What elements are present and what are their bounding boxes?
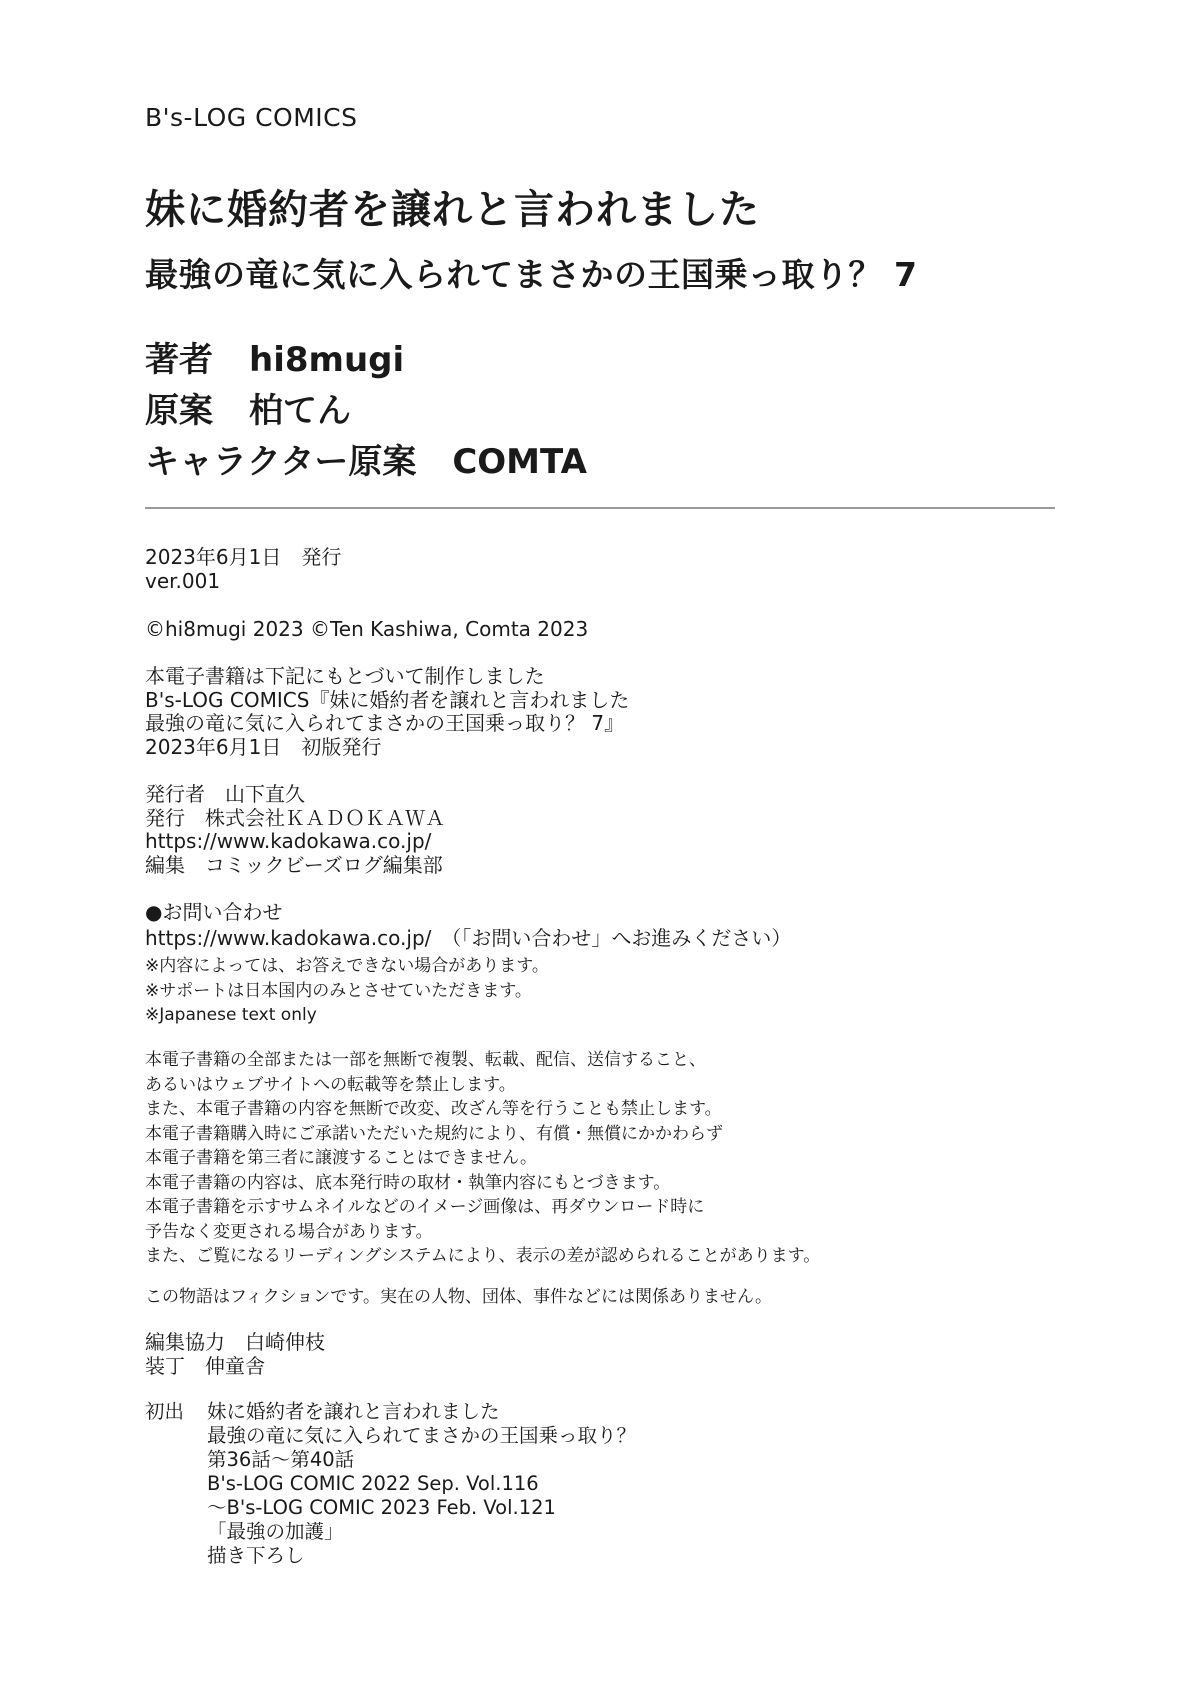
label-name: B's-LOG COMICS xyxy=(145,103,358,132)
legal-line: また、ご覧になるリーディングシステムにより、表示の差が認められることがあります。 xyxy=(145,1246,821,1266)
first-run-line: B's-LOG COMIC 2022 Sep. Vol.116 xyxy=(207,1472,539,1495)
legal-line: 本電子書籍の内容は、底本発行時の取材・執筆内容にもとづきます。 xyxy=(145,1172,671,1193)
staff-line: 装丁 伸童舎 xyxy=(145,1353,265,1378)
publisher-person: 発行者 山下直久 xyxy=(145,782,305,806)
basis-line: B's-LOG COMICS『妹に婚約者を譲れと言われました xyxy=(145,687,630,712)
legal-line: 本電子書籍を示すサムネイルなどのイメージ画像は、再ダウンロード時に xyxy=(145,1197,705,1217)
first-run-line: 妹に婚約者を譲れと言われました xyxy=(207,1400,500,1423)
first-run-line: 描き下ろし xyxy=(207,1544,305,1567)
credit-author-value: hi8mugi xyxy=(249,340,405,380)
credit-author-key: 著者 xyxy=(145,340,213,380)
basis-block xyxy=(145,665,629,759)
first-run-line: ～B's-LOG COMIC 2023 Feb. Vol.121 xyxy=(207,1496,556,1519)
issue-date: 2023年6月1日 発行 xyxy=(145,545,342,569)
contact-heading: ●お問い合わせ xyxy=(145,900,283,924)
contact-notes xyxy=(145,954,549,1028)
credit-character-design-key: キャラクター原案 xyxy=(145,442,417,482)
copyright: ©hi8mugi 2023 ©Ten Kashiwa, Comta 2023 xyxy=(145,617,589,641)
fiction-notice: この物語はフィクションです。実在の人物、団体、事件などには関係ありません。 xyxy=(145,1287,772,1307)
legal-line: 予告なく変更される場合があります。 xyxy=(145,1221,433,1242)
staff-line: 編集協力 白崎伸枝 xyxy=(145,1330,325,1354)
first-run-line: 最強の竜に気に入られてまさかの王国乗っ取り？ xyxy=(207,1424,637,1447)
publisher-url[interactable]: https://www.kadokawa.co.jp/ xyxy=(145,829,432,853)
contact-note: ※内容によっては、お答えできない場合があります。 xyxy=(145,956,549,976)
credit-original-key: 原案 xyxy=(145,391,213,431)
legal-line: 本電子書籍の全部または一部を無断で複製、転載、配信、送信すること、 xyxy=(145,1050,706,1070)
first-run-key: 初出 xyxy=(145,1400,185,1423)
basis-line: 最強の竜に気に入られてまさかの王国乗っ取り？ 7』 xyxy=(145,711,625,735)
first-run-block xyxy=(145,1400,845,1570)
contact-note: ※Japanese text only xyxy=(145,1005,317,1025)
staff-block xyxy=(145,1331,325,1378)
contact-url[interactable]: https://www.kadokawa.co.jp/ （「お問い合わせ」へお進みください） xyxy=(145,926,792,950)
legal-line: また、本電子書籍の内容を無断で改変、改ざん等を行うことも禁止します。 xyxy=(145,1099,722,1119)
issue-block xyxy=(145,546,341,593)
title-main: 妹に婚約者を譲れと言われました xyxy=(145,187,760,233)
publisher-company: 発行 株式会社ＫＡＤＯＫＡＷＡ xyxy=(145,805,445,830)
credit-character-design xyxy=(145,434,587,483)
credit-author xyxy=(145,332,404,381)
legal-line: 本電子書籍を第三者に譲渡することはできません。 xyxy=(145,1148,538,1168)
legal-line: 本電子書籍購入時にご承諾いただいた規約により、有償・無償にかかわらず xyxy=(145,1123,723,1144)
credit-original xyxy=(145,383,351,432)
issue-version: ver.001 xyxy=(145,568,221,593)
first-run-values xyxy=(207,1400,636,1568)
credit-original-value: 柏てん xyxy=(249,391,351,431)
basis-line: 本電子書籍は下記にもとづいて制作しました xyxy=(145,664,545,688)
legal-block xyxy=(145,1048,820,1269)
first-run-line: 「最強の加護」 xyxy=(207,1520,344,1543)
credit-character-design-value: COMTA xyxy=(452,442,587,482)
title-subtitle: 最強の竜に気に入られてまさかの王国乗っ取り？ 7 xyxy=(145,255,918,294)
publisher-block xyxy=(145,783,445,877)
basis-line: 2023年6月1日 初版発行 xyxy=(145,734,382,759)
legal-line: あるいはウェブサイトへの転載等を禁止します。 xyxy=(145,1074,516,1095)
contact-note: ※サポートは日本国内のみとさせていただきます。 xyxy=(145,980,532,1001)
first-run-line: 第36話～第40話 xyxy=(207,1448,355,1471)
divider xyxy=(145,507,1055,509)
publisher-editor: 編集 コミックビーズログ編集部 xyxy=(145,852,443,877)
